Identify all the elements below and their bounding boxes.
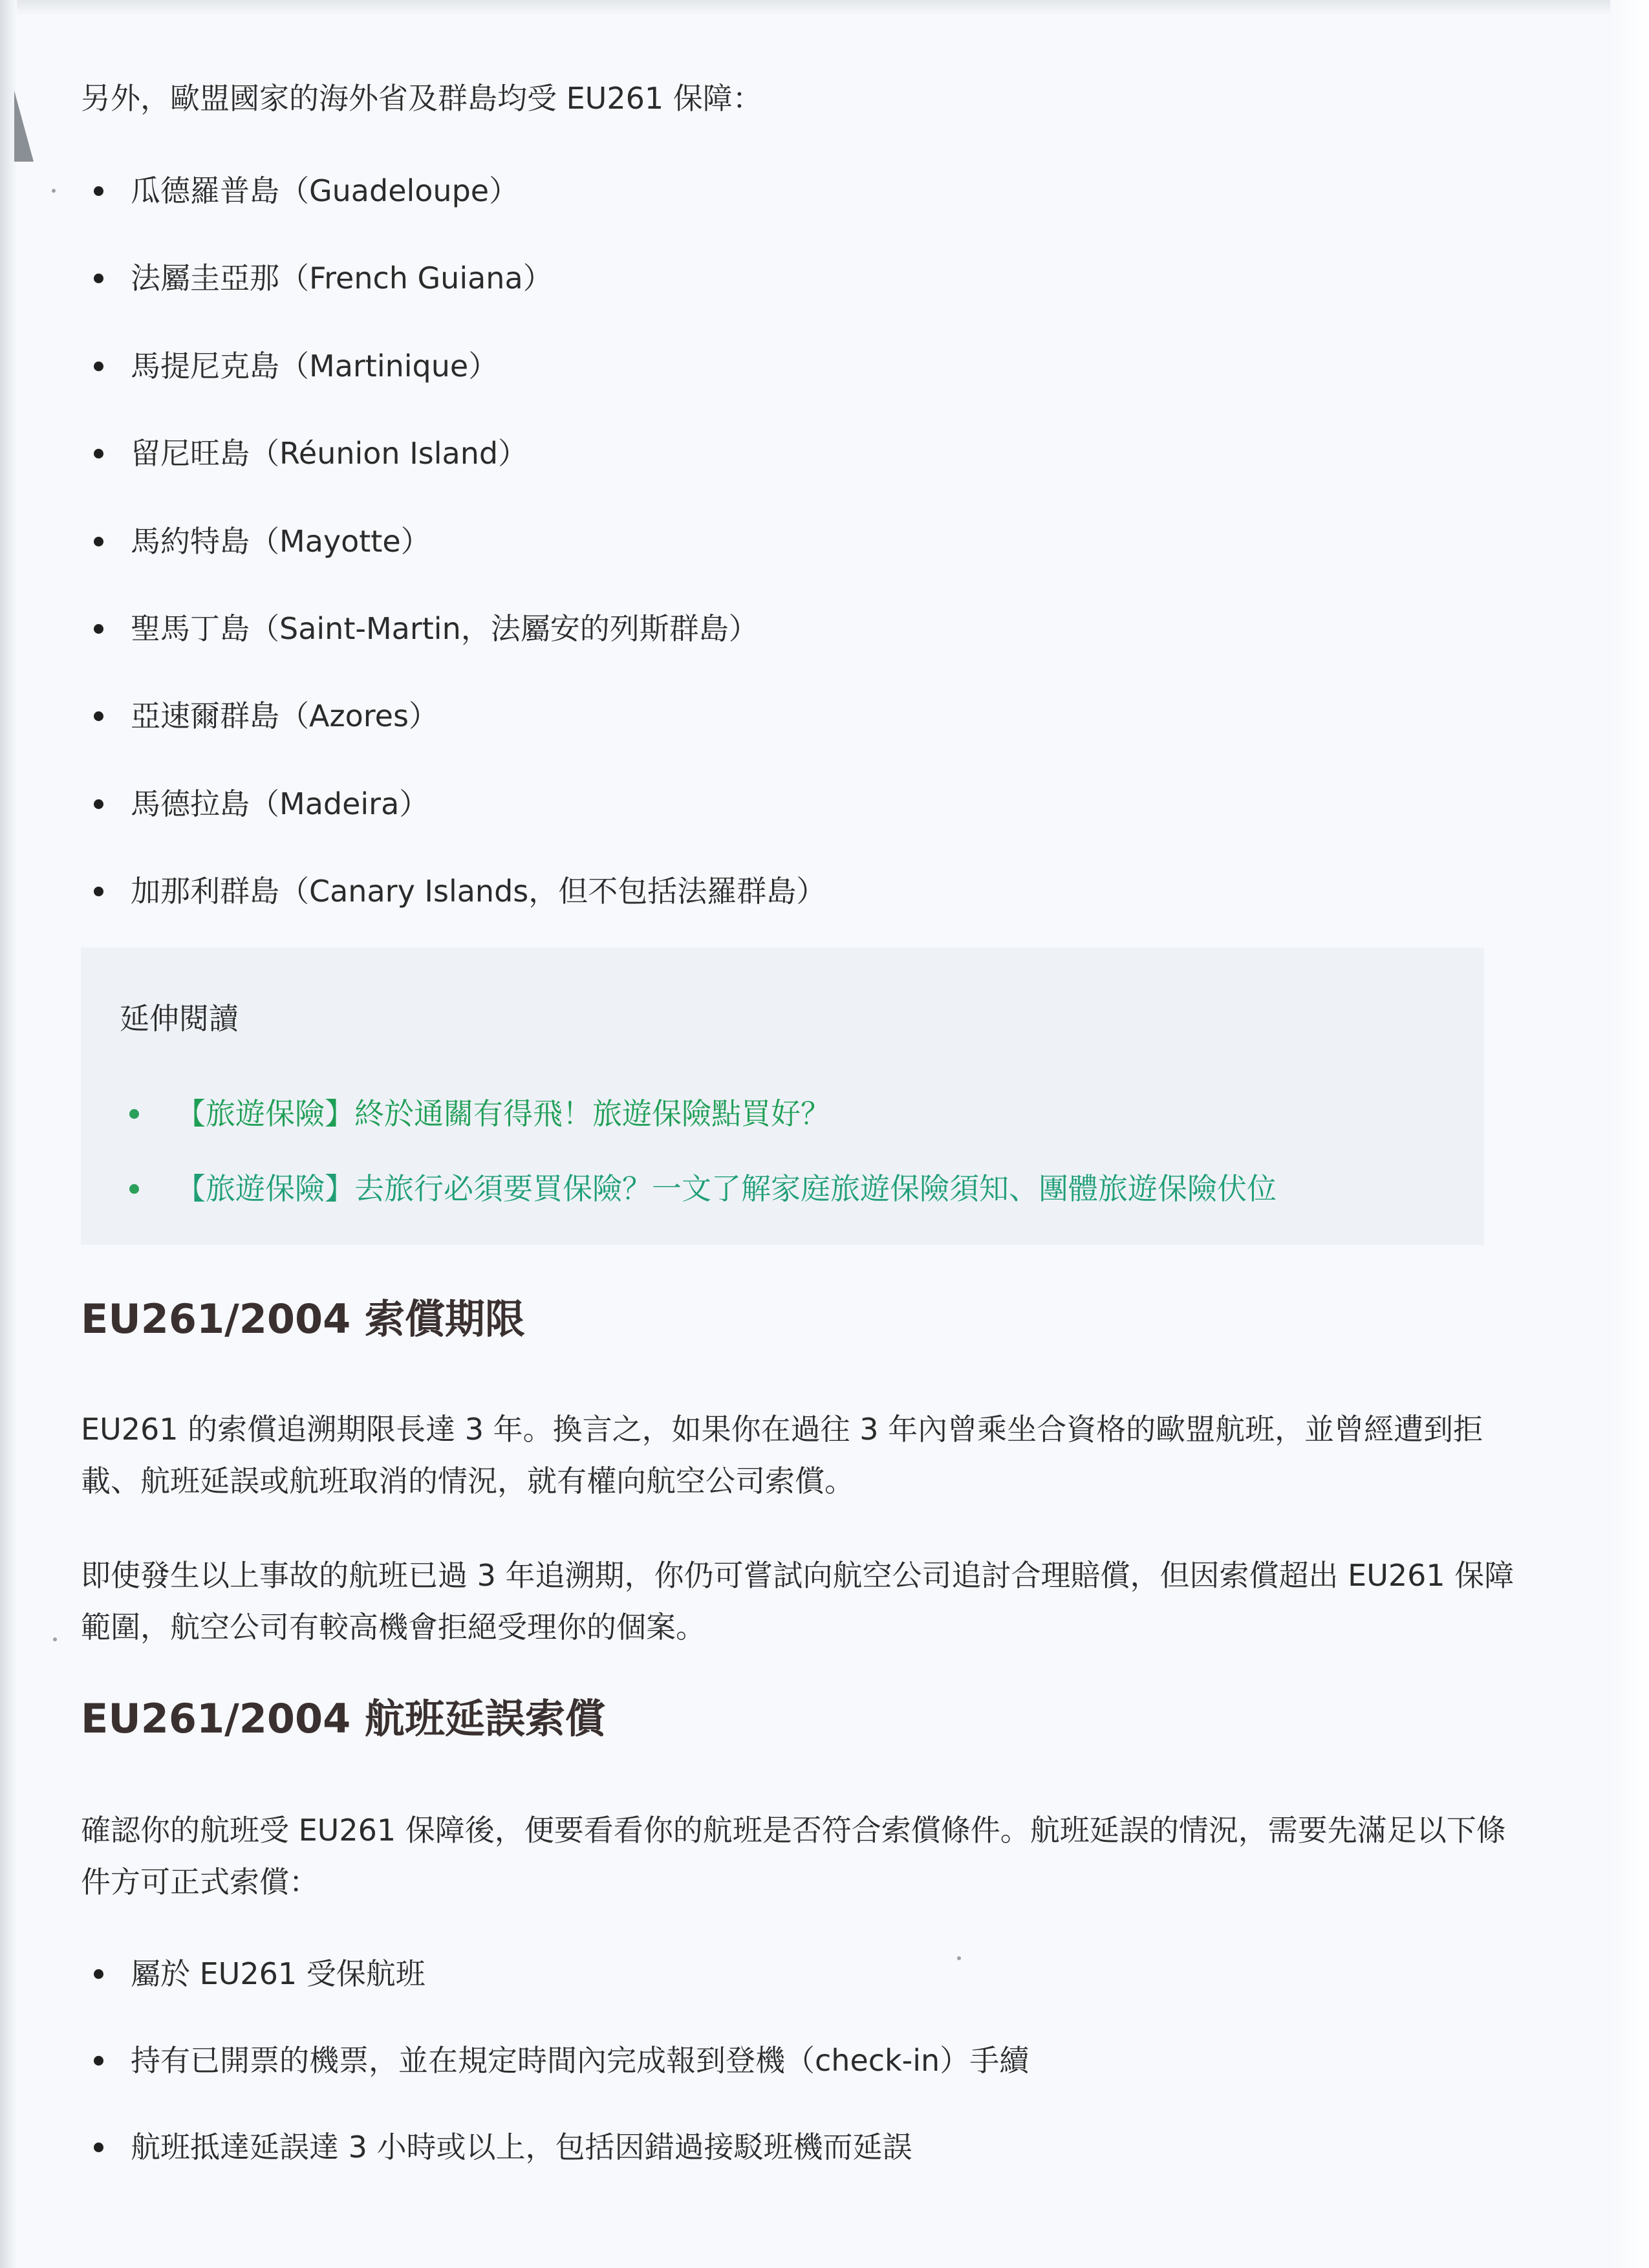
bullet-icon	[94, 186, 103, 196]
list-item: 留尼旺島（Réunion Island）	[94, 433, 826, 521]
list-item: 瓜德羅普島（Guadeloupe）	[94, 170, 826, 257]
list-item: 馬提尼克島（Martinique）	[94, 345, 826, 433]
page-corner-fold	[14, 91, 34, 162]
bullet-icon	[94, 274, 103, 283]
list-item: 馬約特島（Mayotte）	[94, 521, 826, 608]
list-item: 法屬圭亞那（French Guiana）	[94, 257, 826, 345]
bullet-icon	[94, 711, 103, 721]
article-link[interactable]: 【旅遊保險】去旅行必須要買保險？一文了解家庭旅遊保險須知、團體旅遊保險伏位	[176, 1171, 1277, 1206]
extended-reading-list	[129, 1093, 1277, 1243]
bullet-icon	[94, 2056, 103, 2066]
scan-edge	[1610, 0, 1649, 2268]
bullet-icon	[94, 1969, 103, 1979]
list-item: 航班抵達延誤達 3 小時或以上，包括因錯過接駁班機而延誤	[94, 2126, 1029, 2168]
list-item: 亞速爾群島（Azores）	[94, 695, 826, 783]
list-item	[129, 1168, 1277, 1243]
paragraph: 確認你的航班受 EU261 保障後，便要看看你的航班是否符合索償條件。航班延誤的情況，需要先滿足以下條件方可正式索償：	[81, 1813, 1506, 1899]
extended-reading-title: 延伸閱讀	[120, 1001, 239, 1036]
bullet-icon	[94, 537, 103, 546]
list-item: 持有已開票的機票，並在規定時間內完成報到登機（check-in）手續	[94, 2040, 1029, 2126]
section-heading: EU261/2004 索償期限	[81, 1295, 525, 1343]
paragraph: 即使發生以上事故的航班已過 3 年追溯期，你仍可嘗試向航空公司追討合理賠償，但因索償超出 EU261 保障範圍，航空公司有較高機會拒絕受理你的個案。	[81, 1558, 1514, 1645]
bullet-icon	[129, 1109, 139, 1119]
bullet-icon	[94, 887, 103, 896]
list-item: 聖馬丁島（Saint-Martin，法屬安的列斯群島）	[94, 608, 826, 695]
bullet-icon	[94, 799, 103, 809]
bullet-icon	[129, 1184, 139, 1194]
scan-speck	[53, 1637, 57, 1641]
condition-list	[94, 1953, 1029, 2168]
intro-text: 另外，歐盟國家的海外省及群島均受 EU261 保障：	[81, 81, 762, 116]
list-item	[129, 1093, 1277, 1168]
paragraph: EU261 的索償追溯期限長達 3 年。換言之，如果你在過往 3 年內曾乘坐合資格的歐盟航班，並曾經遭到拒載、航班延誤或航班取消的情況，就有權向航空公司索償。	[81, 1412, 1483, 1498]
bullet-icon	[94, 2143, 103, 2152]
article-link[interactable]: 【旅遊保險】終於通關有得飛！旅遊保險點買好？	[176, 1096, 830, 1131]
bullet-icon	[94, 624, 103, 634]
scan-speck	[52, 189, 56, 193]
list-item: 馬德拉島（Madeira）	[94, 783, 826, 870]
bullet-icon	[94, 362, 103, 371]
scan-edge	[0, 0, 1649, 16]
section-heading: EU261/2004 航班延誤索償	[81, 1695, 605, 1742]
territory-list	[94, 170, 826, 912]
list-item: 加那利群島（Canary Islands，但不包括法羅群島）	[94, 870, 826, 912]
bullet-icon	[94, 449, 103, 459]
list-item: 屬於 EU261 受保航班	[94, 1953, 1029, 2040]
scan-edge	[0, 0, 17, 2268]
